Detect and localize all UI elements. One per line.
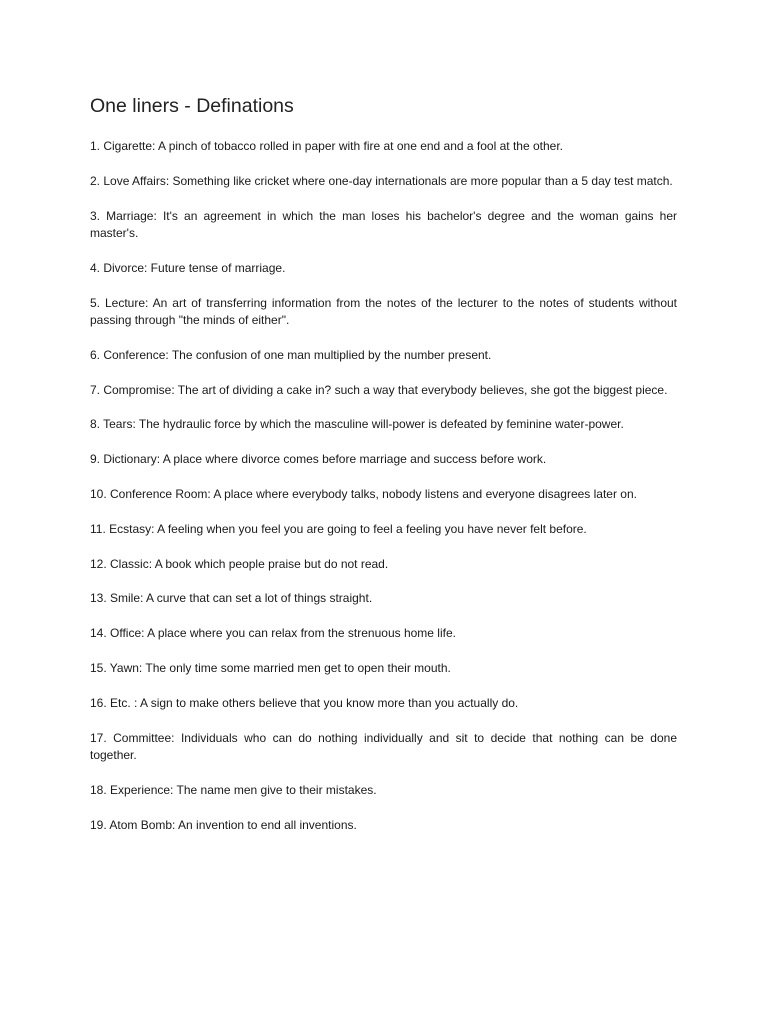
definition-item: 14. Office: A place where you can relax from the strenuous home life. bbox=[90, 626, 456, 641]
definition-item: 11. Ecstasy: A feeling when you feel you are going to feel a feeling you have never felt before. bbox=[90, 521, 587, 536]
definition-item: 9. Dictionary: A place where divorce comes before marriage and success before work. bbox=[90, 452, 547, 467]
definition-item: 10. Conference Room: A place where everybody talks, nobody listens and everyone disagrees later on. bbox=[90, 486, 637, 501]
definition-item: 7. Compromise: The art of dividing a cake in? such a way that everybody believes, she got the biggest piece. bbox=[90, 382, 668, 397]
definition-item: 3. Marriage: It's an agreement in which the man loses his bachelor's degree and the woman gains her master's. bbox=[90, 208, 677, 240]
definitions-list bbox=[90, 138, 677, 834]
definition-item: 8. Tears: The hydraulic force by which the masculine will-power is defeated by feminine water-power. bbox=[90, 417, 624, 432]
definition-item: 1. Cigarette: A pinch of tobacco rolled in paper with fire at one end and a fool at the other. bbox=[90, 139, 563, 153]
definition-item: 4. Divorce: Future tense of marriage. bbox=[90, 260, 286, 275]
definition-item: 6. Conference: The confusion of one man multiplied by the number present. bbox=[90, 347, 492, 362]
definition-item: 17. Committee: Individuals who can do nothing individually and sit to decide that nothing can be done together. bbox=[90, 730, 677, 762]
definition-item: 13. Smile: A curve that can set a lot of things straight. bbox=[90, 591, 373, 606]
definition-item: 2. Love Affairs: Something like cricket where one-day internationals are more popular than a 5 day test match. bbox=[90, 173, 673, 188]
definition-item: 18. Experience: The name men give to their mistakes. bbox=[90, 782, 377, 797]
definition-item: 15. Yawn: The only time some married men get to open their mouth. bbox=[90, 660, 451, 675]
definition-item: 5. Lecture: An art of transferring information from the notes of the lecturer to the notes of students without passing through "the minds of either". bbox=[90, 295, 677, 327]
definition-item: 19. Atom Bomb: An invention to end all inventions. bbox=[90, 817, 357, 832]
definition-item: 16. Etc. : A sign to make others believe that you know more than you actually do. bbox=[90, 695, 519, 710]
document-title: One liners - Definations bbox=[90, 95, 294, 117]
definition-item: 12. Classic: A book which people praise but do not read. bbox=[90, 556, 389, 571]
